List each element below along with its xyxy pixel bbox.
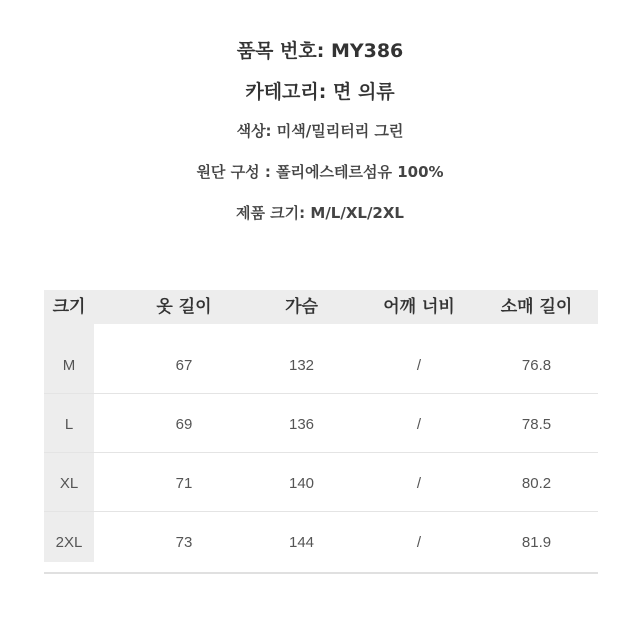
- table-row-chest: 132: [288, 357, 315, 374]
- table-bottom-border: [44, 572, 598, 574]
- table-row-length: 69: [175, 416, 193, 433]
- header-chest: 가슴: [285, 297, 318, 317]
- table-row-length: 67: [175, 357, 193, 374]
- header-length: 옷 길이: [156, 297, 212, 317]
- table-header-row: [44, 290, 598, 324]
- table-row-shoulder: /: [416, 534, 422, 551]
- table-row-size: 2XL: [55, 534, 83, 551]
- table-row-shoulder: /: [416, 416, 422, 433]
- table-row-chest: 140: [288, 475, 315, 492]
- item-number: 품목 번호: MY386: [236, 40, 404, 62]
- table-row-sleeve: 78.5: [521, 416, 552, 433]
- table-row-size: L: [64, 416, 74, 433]
- row-divider: [44, 393, 598, 394]
- row-divider: [44, 452, 598, 453]
- header-sleeve: 소매 길이: [500, 297, 573, 317]
- category: 카테고리: 면 의류: [245, 81, 395, 103]
- table-row-length: 71: [175, 475, 193, 492]
- table-row-chest: 144: [288, 534, 315, 551]
- table-row-length: 73: [175, 534, 193, 551]
- table-row-sleeve: 76.8: [521, 357, 552, 374]
- table-row-chest: 136: [288, 416, 315, 433]
- header-shoulder: 어깨 너비: [383, 297, 455, 317]
- table-row-shoulder: /: [416, 357, 422, 374]
- table-row-size: M: [62, 357, 76, 374]
- table-row-size: XL: [59, 475, 79, 492]
- header-size: 크기: [52, 297, 86, 317]
- color-info: 색상: 미색/밀리터리 그린: [236, 122, 404, 140]
- size-info: 제품 크기: M/L/XL/2XL: [235, 204, 404, 222]
- table-row-shoulder: /: [416, 475, 422, 492]
- row-divider: [44, 511, 598, 512]
- table-row-sleeve: 81.9: [521, 534, 552, 551]
- fabric-info: 원단 구성 : 폴리에스테르섬유 100%: [196, 163, 444, 181]
- table-row-sleeve: 80.2: [521, 475, 552, 492]
